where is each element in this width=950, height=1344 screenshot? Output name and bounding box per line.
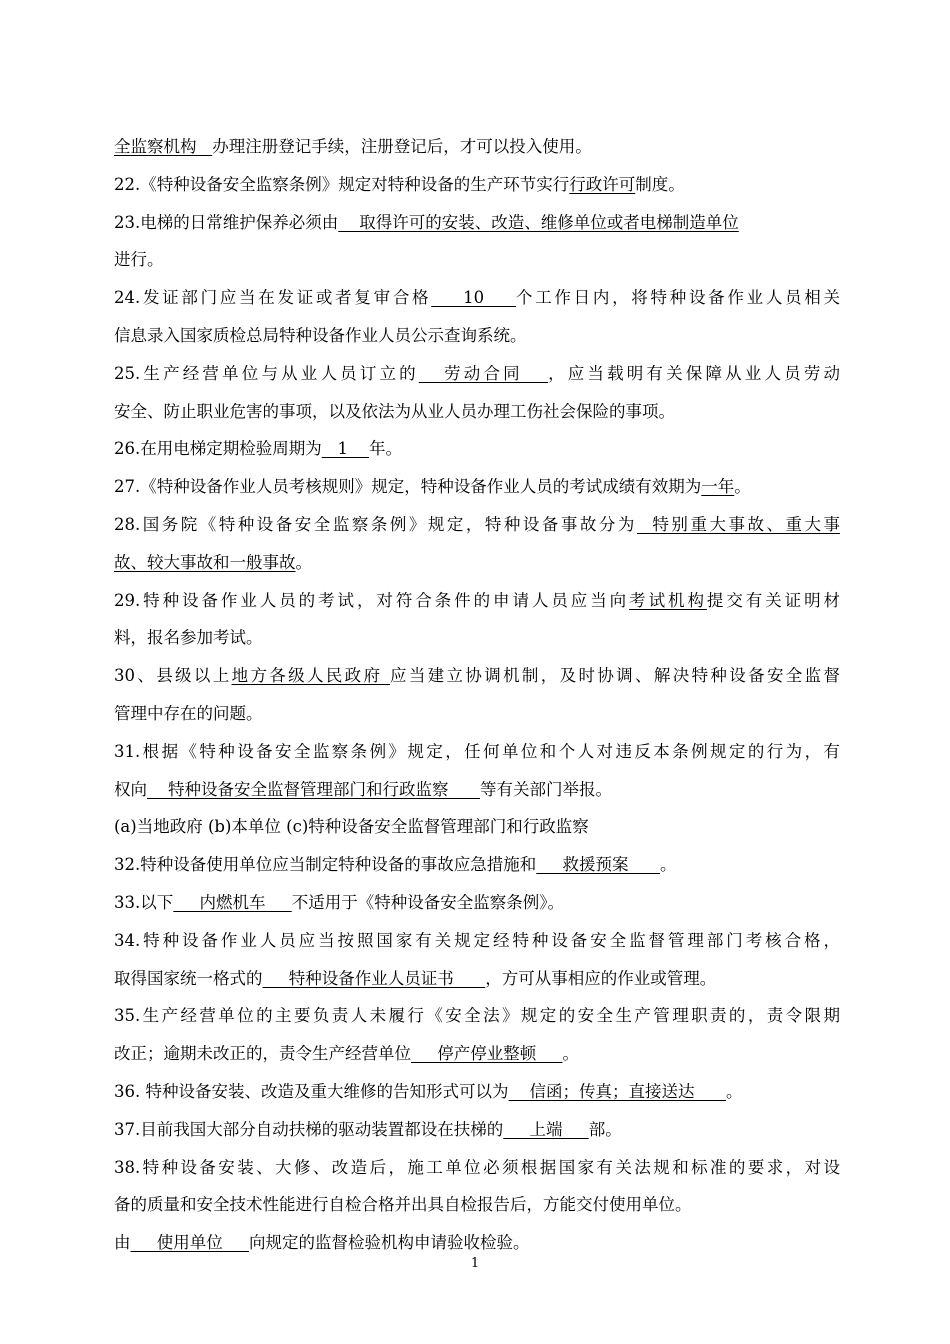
answer-blank: 全监察机构 [114, 137, 213, 156]
answer-blank: 使用单位 [130, 1233, 249, 1253]
answer-blank: 取得许可的安装、改造、维修单位或者电梯制造单位 [338, 212, 739, 232]
answer-blank: 信函；传真；直接送达 [508, 1081, 726, 1101]
text-line [114, 355, 840, 393]
text-segment: 等有关部门举报。 [479, 779, 612, 799]
text-segment: 个工作日内，将特种设备作业人员相关 [515, 288, 840, 308]
text-line [114, 657, 840, 695]
answer-blank: 特别重大事故、重大事 [636, 514, 840, 534]
text-line [114, 846, 840, 884]
text-segment: 。 [295, 552, 312, 572]
page-number: 1 [470, 1256, 480, 1271]
answer-blank: 地方各级人民政府 [231, 666, 390, 686]
text-segment: 向规定的监督检验机构申请验收检验。 [248, 1233, 530, 1253]
document-body [114, 128, 840, 1262]
answer-blank: 一年 [701, 477, 735, 497]
text-segment: 32.特种设备使用单位应当制定特种设备的事故应急措施和 [114, 855, 537, 875]
text-line [114, 997, 840, 1035]
text-segment: 权向 [114, 779, 147, 799]
text-line [114, 1186, 840, 1224]
text-segment: 信息录入国家质检总局特种设备作业人员公示查询系统。 [114, 325, 527, 345]
text-segment: 。 [734, 477, 751, 497]
text-line [114, 393, 840, 431]
answer-blank: 救援预案 [536, 855, 660, 875]
text-segment: 由 [114, 1233, 131, 1253]
text-line [114, 695, 840, 733]
answer-blank: 故、较大事故和一般事故 [114, 552, 296, 572]
text-line [114, 241, 840, 279]
text-line [114, 922, 840, 960]
text-segment: ，方可从事相应的作业或管理。 [485, 968, 717, 988]
text-segment: 38.特种设备安装、大修、改造后，施工单位必须根据国家有关法规和标准的要求，对设 [114, 1157, 840, 1177]
answer-blank: 上端 [503, 1119, 589, 1139]
text-line [114, 544, 840, 582]
text-segment: 33.以下 [114, 892, 174, 912]
text-line [114, 619, 840, 657]
text-segment: 进行。 [114, 250, 164, 270]
answer-blank: 1 [321, 439, 369, 459]
text-segment: 28.国务院《特种设备安全监察条例》规定，特种设备事故分为 [114, 514, 637, 534]
text-line [114, 166, 840, 204]
text-segment: 备的质量和安全技术性能进行自检合格并出具自检报告后，方能交付使用单位。 [114, 1195, 692, 1215]
text-line [114, 430, 840, 468]
text-line [114, 884, 840, 922]
text-line [114, 1035, 840, 1073]
text-segment: 29.特种设备作业人员的考试，对符合条件的申请人员应当向 [114, 590, 630, 610]
text-line [114, 582, 840, 620]
text-line [114, 960, 840, 998]
answer-blank: 10 [431, 288, 516, 308]
answer-blank: 特种设备作业人员证书 [262, 968, 486, 988]
text-segment: (a)当地政府 (b)本单位 (c)特种设备安全监督管理部门和行政监察 [114, 817, 589, 837]
answer-blank: 劳动合同 [418, 363, 549, 383]
text-line [114, 733, 840, 771]
text-segment: 31.根据《特种设备安全监察条例》规定，任何单位和个人对违反本条例规定的行为，有 [114, 741, 840, 761]
text-segment: 办理注册登记手续，注册登记后，才可以投入使用。 [212, 137, 592, 156]
text-segment: 26.在用电梯定期检验周期为 [114, 439, 322, 459]
text-segment: 料，报名参加考试。 [114, 628, 263, 648]
text-segment: 24.发证部门应当在发证或者复审合格 [114, 288, 432, 308]
text-segment: 改正；逾期未改正的，责令生产经营单位 [114, 1044, 411, 1064]
text-line [114, 317, 840, 355]
text-segment: 30、县级以上 [114, 666, 232, 686]
text-segment: 。 [659, 855, 677, 875]
text-line [114, 204, 840, 242]
text-segment: 制度。 [635, 174, 685, 194]
text-line [114, 771, 840, 809]
text-segment: 。 [725, 1081, 743, 1101]
text-segment: ，应当载明有关保障从业人员劳动 [548, 363, 840, 383]
text-segment: 。 [562, 1044, 579, 1064]
text-line [114, 1149, 840, 1187]
text-segment: 年。 [368, 439, 402, 459]
text-segment: 管理中存在的问题。 [114, 703, 263, 723]
text-segment: 27.《特种设备作业人员考核规则》规定，特种设备作业人员的考试成绩有效期为 [114, 477, 702, 497]
answer-blank: 内燃机车 [173, 892, 292, 912]
text-segment: 23.电梯的日常维护保养必须由 [114, 212, 339, 232]
text-segment: 37.目前我国大部分自动扶梯的驱动装置都设在扶梯的 [114, 1119, 504, 1139]
text-line [114, 468, 840, 506]
text-line [114, 506, 840, 544]
text-segment: 22.《特种设备安全监察条例》规定对特种设备的生产环节实行 [114, 174, 570, 194]
text-segment: 25.生产经营单位与从业人员订立的 [114, 363, 419, 383]
text-line [114, 1073, 840, 1111]
text-segment: 取得国家统一格式的 [114, 968, 263, 988]
answer-blank: 特种设备安全监督管理部门和行政监察 [147, 779, 480, 799]
text-segment: 35.生产经营单位的主要负责人未履行《安全法》规定的安全生产管理职责的，责令限期 [114, 1006, 840, 1026]
text-line [114, 279, 840, 317]
text-segment: 36. 特种设备安装、改造及重大维修的告知形式可以为 [114, 1081, 509, 1101]
text-segment: 不适用于《特种设备安全监察条例》。 [291, 892, 564, 912]
answer-blank: 停产停业整顿 [411, 1044, 563, 1064]
answer-blank: 考试机构 [629, 590, 707, 610]
text-line [114, 808, 840, 846]
answer-blank: 行政许可 [569, 174, 636, 194]
text-segment: 提交有关证明材 [706, 590, 840, 610]
text-line [114, 1111, 840, 1149]
text-segment: 应当建立协调机制，及时协调、解决特种设备安全监督 [389, 666, 840, 686]
text-segment: 安全、防止职业危害的事项，以及依法为从业人员办理工伤社会保险的事项。 [114, 401, 675, 421]
text-segment: 部。 [588, 1119, 622, 1139]
text-segment: 34.特种设备作业人员应当按照国家有关规定经特种设备安全监督管理部门考核合格， [114, 930, 840, 950]
text-line [114, 128, 840, 166]
